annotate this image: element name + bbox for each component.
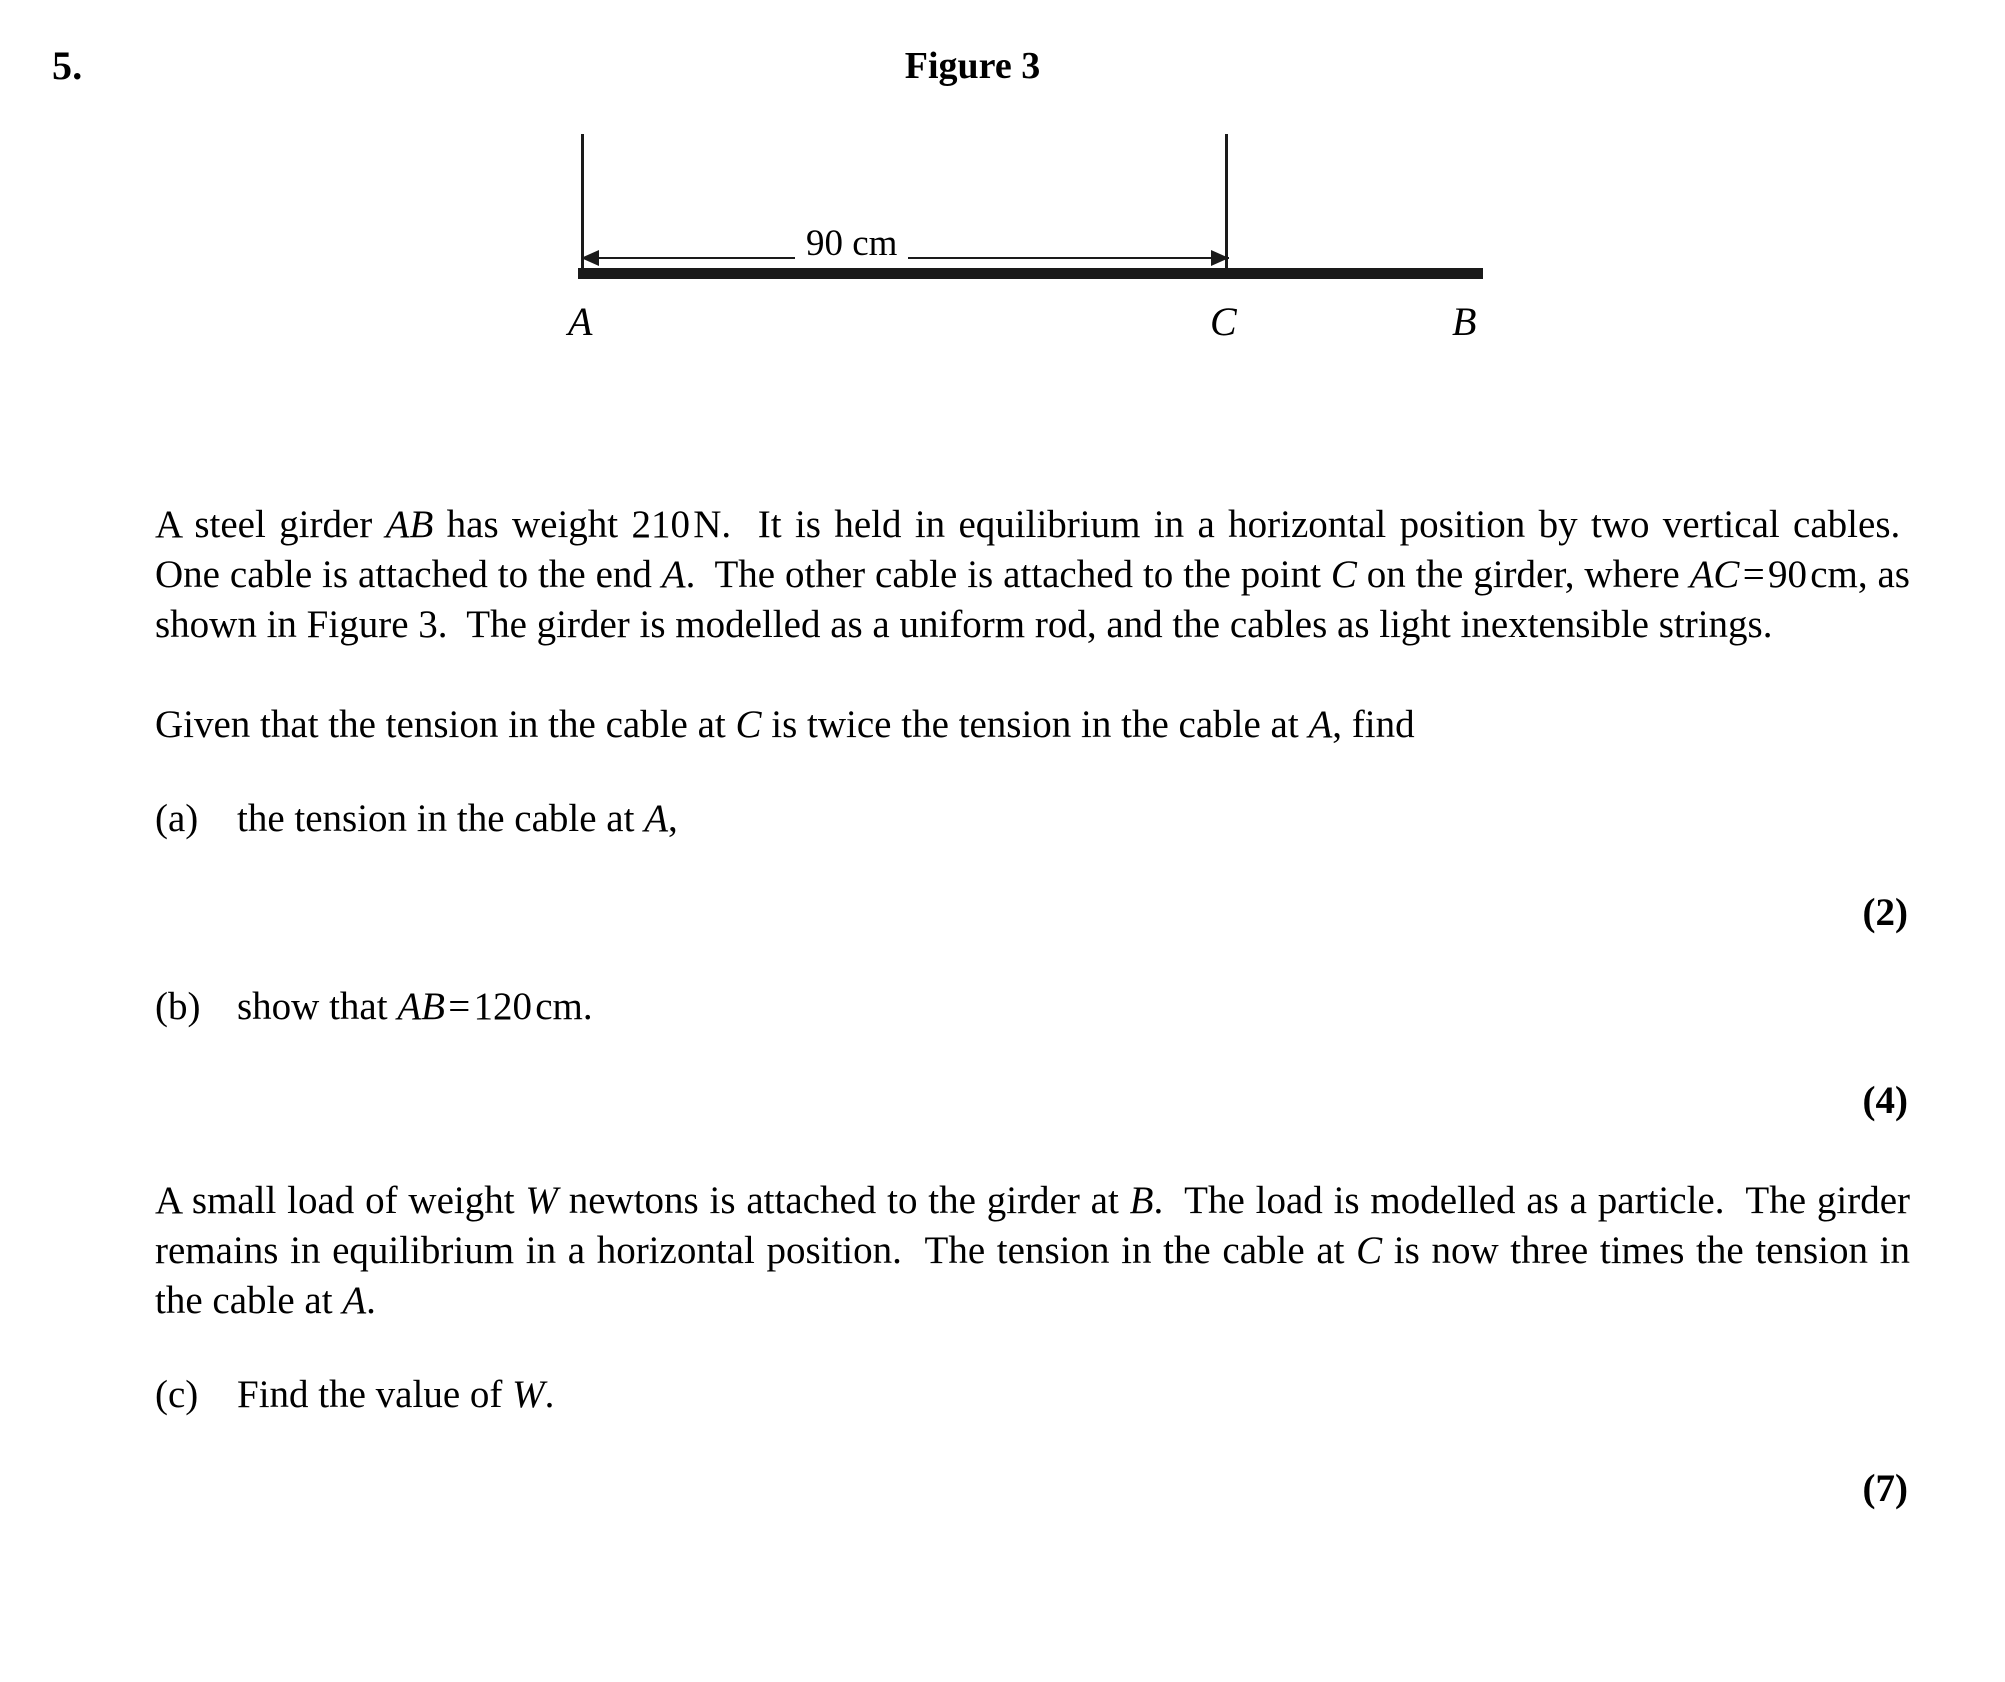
figure-title-text: Figure 3 (904, 45, 1041, 87)
figure-title (0, 44, 2005, 88)
spacer (155, 844, 1910, 888)
question-body (155, 500, 1910, 1514)
part-c (155, 1370, 1910, 1420)
spacer (155, 650, 1910, 700)
part-a-marks: (2) (1862, 891, 1908, 934)
spacer (155, 1326, 1910, 1370)
arrow-left-icon (581, 250, 599, 266)
dimension-arrow-ac (581, 223, 1229, 269)
label-point-c: C (1210, 299, 1237, 344)
part-b-tag: (b) (155, 985, 201, 1028)
spacer (155, 750, 1910, 794)
paragraph-1: A steel girder AB has weight 210 N. It is held in equilibrium in a horizontal position by two vertical cables. One cable is attached to the end A. The other cable is attached to the point C on the girder, where AC = 90 cm, as shown in Figure 3. The girder is modelled as a uniform rod, and the cables as light inextensible strings. (155, 503, 1911, 646)
part-c-text: Find the value of W. (237, 1373, 555, 1416)
paragraph-3: A small load of weight W newtons is attached to the girder at B. The load is modelled as a particle. The girder remains in equilibrium in a horizontal position. The tension in the cable at C is now three times the tension in the cable at A. (155, 1179, 1910, 1322)
part-b-text: show that AB = 120 cm. (237, 985, 593, 1028)
label-point-a: A (568, 299, 593, 344)
dimension-label: 90 cm (795, 221, 908, 267)
spacer (155, 1420, 1910, 1464)
figure-3-diagram (0, 120, 2005, 360)
spacer (155, 938, 1910, 982)
part-a-tag: (a) (155, 797, 199, 840)
question-number: 5. (52, 43, 83, 88)
paragraph-2: Given that the tension in the cable at C is twice the tension in the cable at A, find (155, 703, 1415, 746)
part-b (155, 982, 1910, 1032)
arrow-right-icon (1211, 250, 1229, 266)
label-point-b: B (1452, 299, 1477, 344)
spacer (155, 1032, 1910, 1076)
girder-bar (578, 268, 1483, 279)
part-a-text: the tension in the cable at A, (237, 797, 678, 840)
part-b-marks: (4) (1862, 1079, 1908, 1122)
part-c-tag: (c) (155, 1373, 199, 1416)
part-a (155, 794, 1910, 844)
spacer (155, 1126, 1910, 1176)
part-c-marks: (7) (1862, 1467, 1908, 1510)
